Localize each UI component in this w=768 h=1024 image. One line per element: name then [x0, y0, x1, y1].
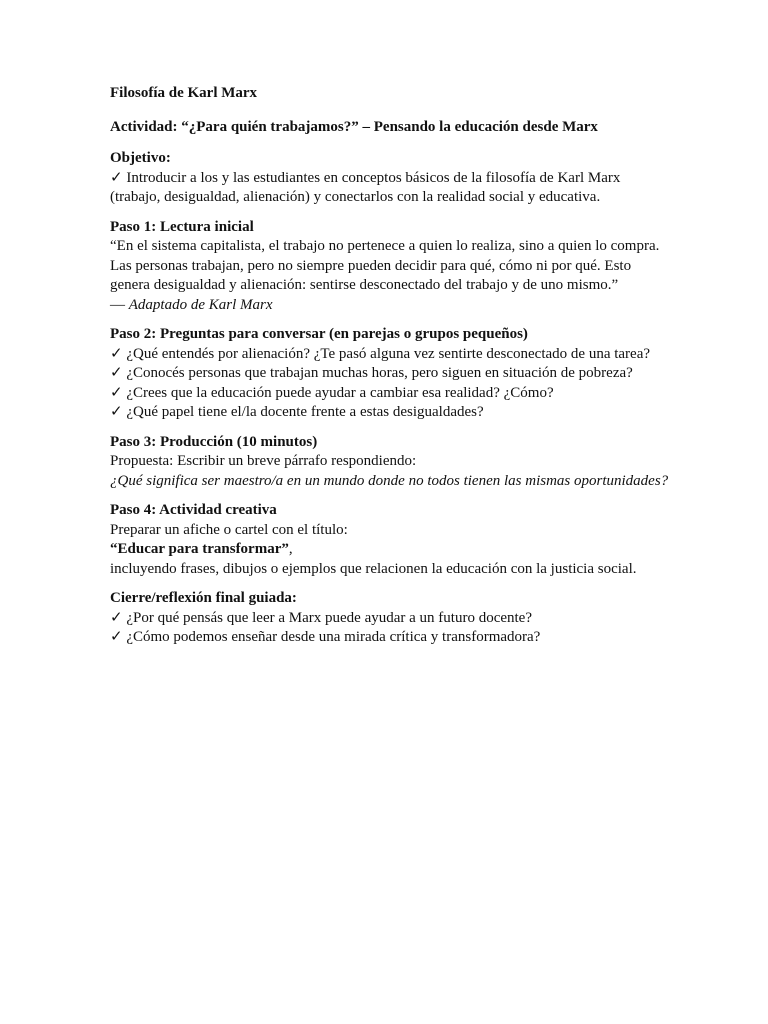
step2-heading: Paso 2: Preguntas para conversar (en parejas o grupos pequeños)	[110, 326, 528, 342]
closing-question: ¿Cómo podemos enseñar desde una mirada crítica y transformadora?	[126, 629, 541, 645]
document-page	[110, 84, 670, 648]
objective-text	[110, 169, 670, 208]
check-icon: ✓	[110, 609, 123, 626]
step3-question: ¿Qué significa ser maestro/a en un mundo donde no todos tienen las mismas oportunidades?	[110, 472, 669, 489]
list-item	[110, 345, 670, 365]
closing-section	[110, 589, 670, 648]
attribution-dash: —	[110, 296, 125, 313]
closing-question: ¿Por qué pensás que leer a Marx puede ayudar a un futuro docente?	[126, 609, 532, 626]
objective-heading: Objetivo:	[110, 150, 171, 166]
document-title: Filosofía de Karl Marx	[110, 85, 258, 101]
poster-title-suffix: ,	[288, 541, 293, 557]
check-icon: ✓	[110, 345, 123, 362]
step4-section	[110, 501, 670, 579]
step2-question: ¿Qué entendés por alienación? ¿Te pasó alguna vez sentirte desconectado de una tarea?	[126, 345, 651, 362]
step1-heading: Paso 1: Lectura inicial	[110, 218, 254, 235]
activity-title: Actividad: “¿Para quién trabajamos?” – Pensando la educación desde Marx	[110, 118, 598, 135]
step1-attribution-line	[110, 296, 670, 316]
check-icon: ✓	[110, 404, 123, 420]
list-item	[110, 609, 670, 629]
step2-question: ¿Crees que la educación puede ayudar a cambiar esa realidad? ¿Cómo?	[126, 384, 554, 401]
step3-section	[110, 433, 670, 492]
step2-question: ¿Conocés personas que trabajan muchas horas, pero siguen en situación de pobreza?	[126, 365, 633, 381]
list-item	[110, 628, 670, 648]
step4-line3: incluyendo frases, dibujos o ejemplos que relacionen la educación con la justicia social.	[110, 560, 637, 577]
objective-body: Introducir a los y las estudiantes en conceptos básicos de la filosofía de Karl Marx (trabajo, desigualdad, alienación) y conectarlos con la realidad social y educativa.	[110, 169, 621, 205]
check-icon: ✓	[110, 629, 123, 645]
step2-question: ¿Qué papel tiene el/la docente frente a estas desigualdades?	[126, 404, 484, 420]
step1-quote: “En el sistema capitalista, el trabajo no pertenece a quien lo realiza, sino a quien lo compra. Las personas trabajan, pero no siempre pueden decidir para qué, cómo ni por qué. Esto genera desigualdad y alienación: sentirse desconectado del trabajo y de uno mismo.”	[110, 238, 660, 293]
step4-line1: Preparar un afiche o cartel con el título:	[110, 521, 348, 538]
step4-poster-title-line	[110, 540, 670, 560]
closing-heading: Cierre/reflexión final guiada:	[110, 590, 297, 606]
step1-attribution: Adaptado de Karl Marx	[128, 296, 273, 313]
list-item	[110, 364, 670, 384]
check-icon: ✓	[110, 169, 123, 186]
list-item	[110, 403, 670, 423]
step2-section	[110, 325, 670, 423]
list-item	[110, 384, 670, 404]
check-icon: ✓	[110, 365, 123, 381]
step1-section	[110, 218, 670, 316]
step3-heading: Paso 3: Producción (10 minutos)	[110, 433, 318, 450]
poster-title: “Educar para transformar”	[110, 541, 289, 557]
check-icon: ✓	[110, 384, 123, 401]
step4-heading: Paso 4: Actividad creativa	[110, 502, 277, 518]
objective-section	[110, 149, 670, 208]
step3-proposal: Propuesta: Escribir un breve párrafo respondiendo:	[110, 453, 417, 469]
